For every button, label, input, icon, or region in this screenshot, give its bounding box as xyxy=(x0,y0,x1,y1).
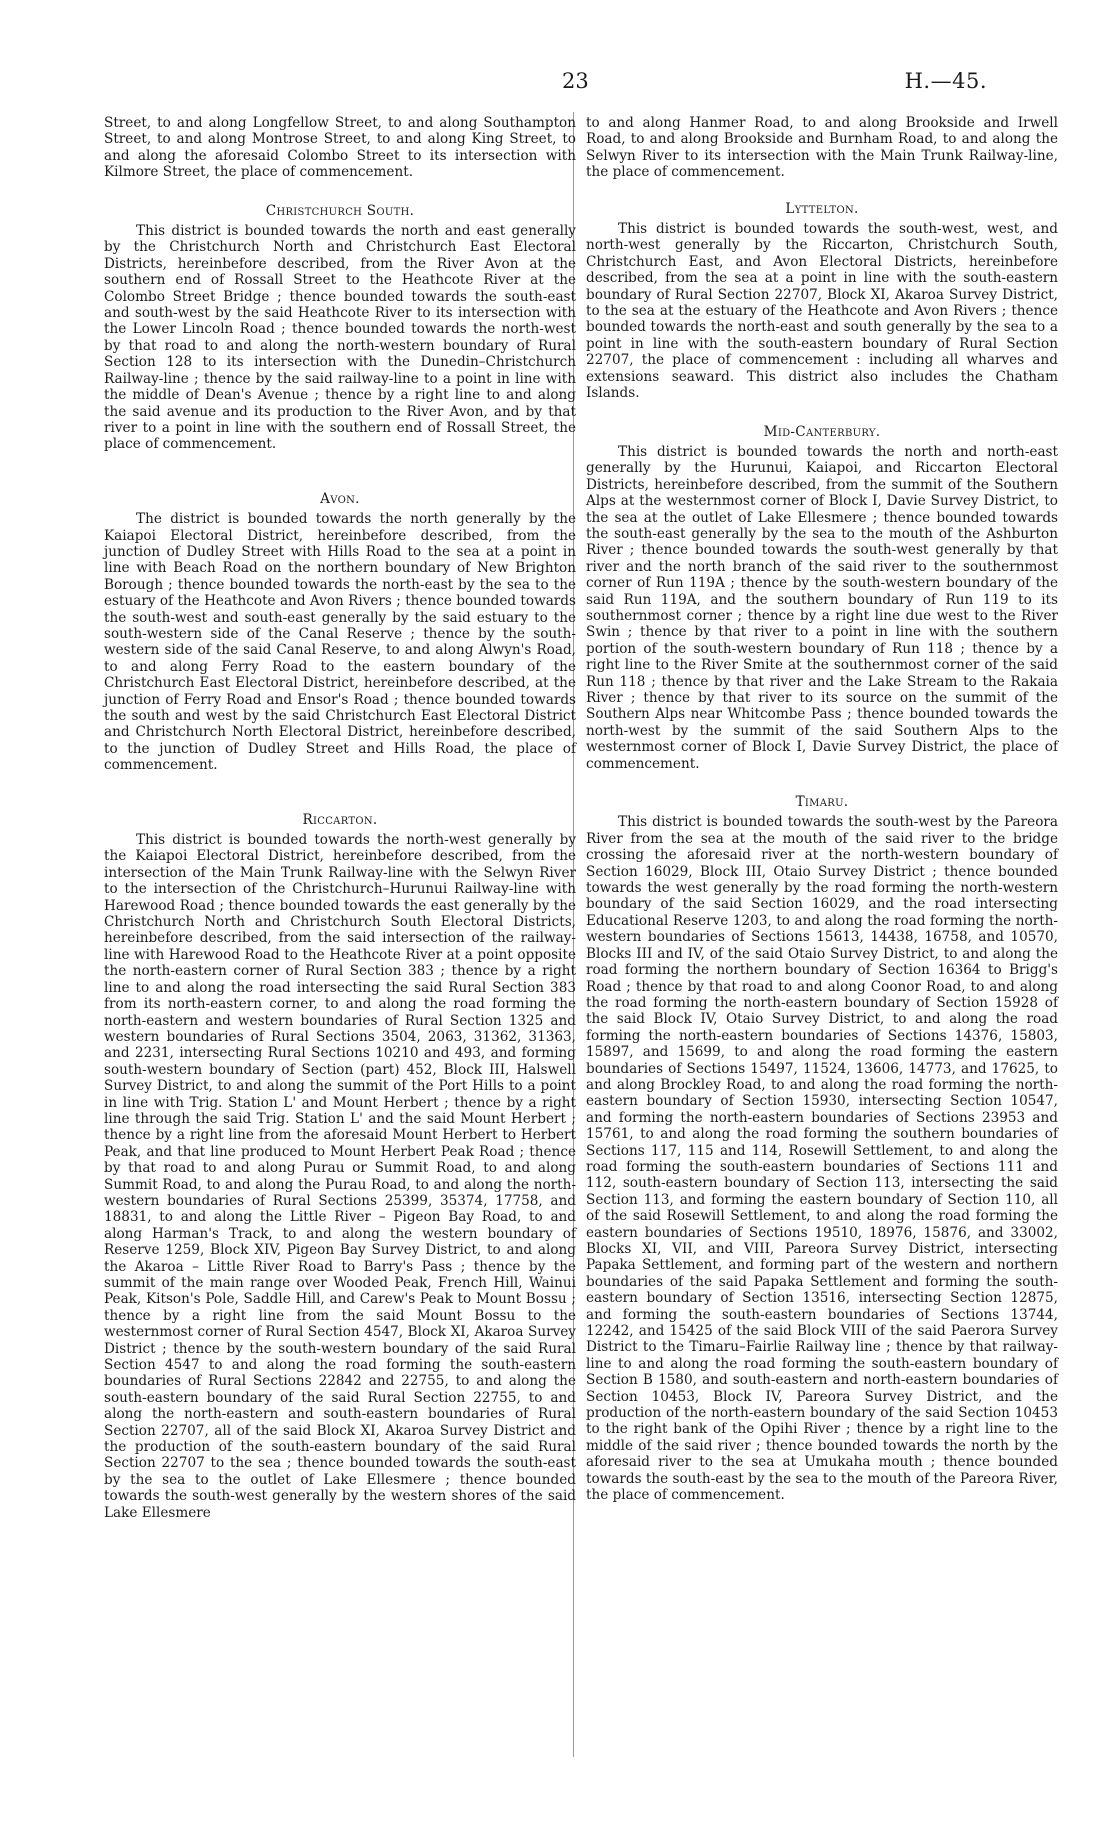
page-header xyxy=(0,68,1114,98)
heading-riccarton: Riccarton. xyxy=(302,811,378,828)
continuation-paragraph: Street, to and along Longfellow Street, to and along Southampton Street, to and along Montrose Street, to and along King Street, to and along the aforesaid Colombo Street to its intersection with Kilmore Street, the place of commencement. xyxy=(104,115,576,181)
continuation-paragraph: to and along Hanmer Road, to and along Brookside and Irwell Road, to and along Brookside and Burnham Road, to and along the Selwyn River to its intersection with the Main Trunk Railway-line, the place of commencement. xyxy=(586,115,1058,181)
paragraph-timaru: This district is bounded towards the south-west by the Pareora River from the sea at the mouth of the said river to the bridge crossing the aforesaid river at the north-western boundary of Section 16029, Block III, Otaio Survey District ; thence bounded towards the west generally by the road forming the north-western boundary of the said Section 16029, and the road intersecting Educational Reserve 1203, to and along the road forming the north-western boundaries of Sections 15613, 14438, 16758, and 10570, Blocks III and IV, of the said Otaio Survey District, to and along the road forming the northern boundary of Section 16364 to Brigg's Road ; thence by that road to and along Coonor Road, to and along the road forming the north-eastern boundary of Section 15928 of the said Block IV, Otaio Survey District, to and along the road forming the north-eastern boundaries of Sections 14376, 15803, 15897, and 15699, to and along the road forming the eastern boundaries of Sections 15497, 11524, 13606, 14773, and 17625, to and along Brockley Road, to and along the road forming the north-eastern boundary of Section 15930, intersecting Section 10547, and forming the north-eastern boundaries of Sections 23953 and 15761, to and along the road forming the southern boundaries of Sections 117, 115 and 114, Rosewill Settlement, to and along the road forming the south-eastern boundaries of Sections 111 and 112, south-eastern boundary of Section 113, intersecting the said Section 113, and forming the eastern boundary of Section 110, all of the said Rosewill Settlement, to and along the road forming the eastern boundaries of Sections 19510, 18976, 15876, and 33002, Blocks XI, VII, and VIII, Pareora Survey District, intersecting Papaka Settlement, and forming part of the western and northern boundaries of the said Papaka Settlement and forming the south-eastern boundary of Section 13516, intersecting Section 12875, and forming the south-eastern boundaries of Sections 13744, 12242, and 15425 of the said Block VIII of the said Paerora Survey District to the Timaru–Fairlie Railway line ; thence by that railway-line to and along the road forming the south-eastern boundary of Section B 1580, and south-eastern and north-eastern boundaries of Section 10453, Block IV, Pareora Survey District, and the production of the north-eastern boundary of the said Section 10453 to the right bank of the Opihi River ; thence by a right line to the middle of the said river ; thence bounded towards the north by the aforesaid river to the sea at Umukaha mouth ; thence bounded towards the south-east by the sea to the mouth of the Pareora River, the place of commencement. xyxy=(586,814,1058,1504)
page-number: 23 xyxy=(562,69,589,93)
paragraph-avon: The district is bounded towards the north generally by the Kaiapoi Electoral District, hereinbefore described, from the junction of Dudley Street with Hills Road to the sea at a point in line with Beach Road on the northern boundary of New Brighton Borough ; thence bounded towards the north-east by the sea to the estuary of the Heathcote and Avon Rivers ; thence bounded towards the south-west and south-east generally by the said estuary to the south-western side of the Canal Reserve ; thence by the south-western side of the said Canal Reserve, to and along Alwyn's Road, to and along Ferry Road to the eastern boundary of the Christchurch East Electoral District, hereinbefore described, at the junction of Ferry Road and Ensor's Road ; thence bounded towards the south and west by the said Christchurch East Electoral District and Christchurch North Electoral District, hereinbefore described, to the junction of Dudley Street and Hills Road, the place of commencement. xyxy=(104,511,576,774)
left-column xyxy=(104,115,576,1521)
right-column xyxy=(586,115,1058,1504)
heading-lyttelton: Lyttelton. xyxy=(785,200,859,217)
heading-mid-canterbury: Mid-Canterbury. xyxy=(763,423,881,440)
paragraph-lyttelton: This district is bounded towards the south-west, west, and north-west generally by the Riccarton, Christchurch South, Christchurch East, and Avon Electoral Districts, hereinbefore described, from the sea at a point in line with the south-eastern boundary of Rural Section 22707, Block XI, Akaroa Survey District, to the sea at the estuary of the Heathcote and Avon Rivers ; thence bounded towards the north-east and south generally by the sea to a point in line with the south-eastern boundary of Rural Section 22707, the place of commencement : including all wharves and extensions seaward. This district also includes the Chatham Islands. xyxy=(586,221,1058,402)
heading-avon: Avon. xyxy=(320,490,360,507)
paragraph-mid-canterbury: This district is bounded towards the north and north-east generally by the Hurunui, Kaiapoi, and Riccarton Electoral Districts, hereinbefore described, from the summit of the Southern Alps at the westernmost corner of Block I, Davie Survey District, to the sea at the outlet of Lake Ellesmere ; thence bounded towards the south-east generally by the sea to the mouth of the Ashburton River ; thence bounded towards the south-west generally by that river and the north branch of the said river to the southernmost corner of Run 119A ; thence by the south-western boundary of the said Run 119A, and the southern boundary of Run 119 to its southernmost corner ; thence by a right line due west to the River Swin ; thence by that river to a point in line with the southern portion of the south-western boundary of Run 118 ; thence by a right line to the River Smite at the southernmost corner of the said Run 118 ; thence by that river and the Lake Stream to the Rakaia River ; thence by that river to its source on the summit of the Southern Alps near Whitcombe Pass ; thence bounded towards the north-west by the summit of the said Southern Alps to the westernmost corner of Block I, Davie Survey District, the place of commencement. xyxy=(586,443,1058,772)
document-code: H.—45. xyxy=(904,69,987,93)
heading-christchurch-south: Christchurch South. xyxy=(265,202,415,219)
paragraph-christchurch-south: This district is bounded towards the north and east generally by the Christchurch North and Christchurch East Electoral Districts, hereinbefore described, from the River Avon at the southern end of Rossall Street to the Heathcote River at the Colombo Street Bridge ; thence bounded towards the south-east and south-west by the said Heathcote River to its intersection with the Lower Lincoln Road ; thence bounded towards the north-west by that road to and along the north-western boundary of Rural Section 128 to its intersection with the Dunedin–Christchurch Railway-line ; thence by the said railway-line to a point in line with the middle of Dean's Avenue ; thence by a right line to and along the said avenue and its production to the River Avon, and by that river to a point in line with the southern end of Rossall Street, the place of commencement. xyxy=(104,223,576,453)
paragraph-riccarton: This district is bounded towards the north-west generally by the Kaiapoi Electoral District, hereinbefore described, from the intersection of the Main Trunk Railway-line with the Selwyn River to the intersection of the Christchurch–Hurunui Railway-line with Harewood Road ; thence bounded towards the east generally by the Christchurch North and Christchurch South Electoral Districts, hereinbefore described, from the said intersection of the railway-line with Harewood Road to the Heathcote River at a point opposite the north-eastern corner of Rural Section 383 ; thence by a right line to and along the road intersecting the said Rural Section 383 from its north-eastern corner, to and along the road forming the north-eastern and western boundaries of Rural Section 1325 and western boundaries of Rural Sections 3504, 2063, 31362, 31363, and 2231, intersecting Rural Sections 10210 and 493, and forming south-western boundary of Section (part) 452, Block III, Halswell Survey District, to and along the summit of the Port Hills to a point in line with Trig. Station L' and Mount Herbert ; thence by a right line through the said Trig. Station L' and the said Mount Herbert ; thence by a right line from the aforesaid Mount Herbert to Herbert Peak, and that line produced to Mount Herbert Peak Road ; thence by that road to and along Purau or Summit Road, to and along Summit Road, to and along the Purau Road, to and along the north-western boundaries of Rural Sections 25399, 35374, 17758, and 18831, to and along the Little River – Pigeon Bay Road, to and along Harman's Track, to and along the western boundary of Reserve 1259, Block XIV, Pigeon Bay Survey District, to and along the Akaroa – Little River Road to Barry's Pass ; thence by the summit of the main range over Wooded Peak, French Hill, Wainui Peak, Kitson's Pole, Saddle Hill, and Carew's Peak to Mount Bossu ; thence by a right line from the said Mount Bossu to the westernmost corner of Rural Section 4547, Block XI, Akaroa Survey District ; thence by the south-western boundary of the said Rural Section 4547 to and along the road forming the south-eastern boundaries of Rural Sections 22842 and 22755, to and along the south-eastern boundary of the said Rural Section 22755, to and along the north-eastern and south-eastern boundaries of Rural Section 22707, all of the said Block XI, Akaroa Survey District and the production of the south-eastern boundary of the said Rural Section 22707 to the sea ; thence bounded towards the south-east by the sea to the outlet of Lake Ellesmere ; thence bounded towards the south-west generally by the western shores of the said Lake Ellesmere xyxy=(104,832,576,1521)
heading-timaru: Timaru. xyxy=(795,794,849,811)
